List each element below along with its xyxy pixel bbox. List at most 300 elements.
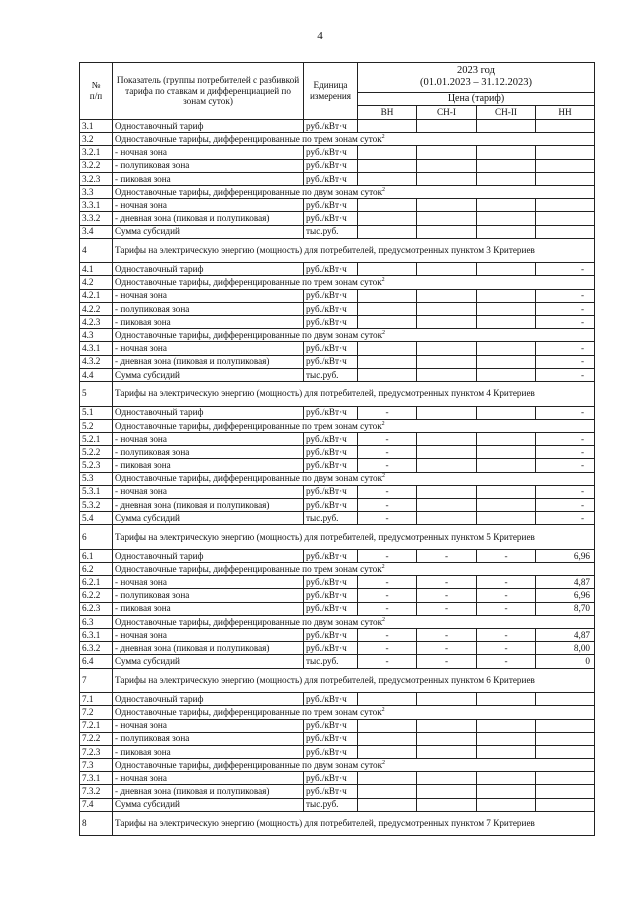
price-sn1: [417, 225, 477, 238]
price-nn: [536, 719, 595, 732]
price-sn2: -: [477, 602, 536, 615]
price-sn2: [477, 432, 536, 445]
row-unit: руб./кВт·ч: [304, 693, 358, 706]
price-sn2: [477, 459, 536, 472]
price-sn1: [417, 289, 477, 302]
row-indicator-text: - ночная зона: [115, 433, 167, 444]
price-sn1: [417, 459, 477, 472]
table-row: [80, 329, 595, 342]
page-number: 4: [317, 30, 323, 42]
price-sn1: [417, 693, 477, 706]
footnote-mark: 2: [381, 563, 385, 570]
price-nn: [536, 732, 595, 745]
price-vn: [358, 693, 417, 706]
price-sn2: [477, 342, 536, 355]
header-level-sn1: СН-I: [417, 106, 477, 120]
table-row: [80, 120, 595, 133]
header-level-vn: ВН: [358, 106, 417, 120]
price-sn1: [417, 732, 477, 745]
row-unit: тыс.руб.: [304, 512, 358, 525]
row-number: 5.3: [80, 472, 113, 485]
row-indicator: [113, 368, 304, 381]
row-indicator-text: - ночная зона: [115, 290, 167, 301]
price-vn: -: [358, 459, 417, 472]
row-indicator: [113, 289, 304, 302]
row-number: 6: [80, 525, 113, 550]
footnote-mark: 2: [381, 707, 385, 714]
row-indicator: [113, 485, 304, 498]
row-unit: руб./кВт·ч: [304, 432, 358, 445]
table-row: [80, 446, 595, 459]
table-row: [80, 289, 595, 302]
row-indicator-text: Тарифы на электрическую энергию (мощность) для потребителей, предусмотренных пунктом 7 Критериев: [115, 818, 535, 829]
price-vn: -: [358, 446, 417, 459]
price-nn: -: [536, 355, 595, 368]
table-row: [80, 432, 595, 445]
row-indicator-text: Одноставочные тарифы, дифференцированные по трем зонам суток: [115, 277, 382, 288]
row-indicator: [113, 549, 304, 562]
row-number: 5.1: [80, 406, 113, 419]
table-row: [80, 316, 595, 329]
tariff-table: [79, 62, 595, 836]
row-number: 7.3: [80, 759, 113, 772]
row-unit: руб./кВт·ч: [304, 289, 358, 302]
table-row: [80, 655, 595, 668]
row-indicator: [113, 655, 304, 668]
row-number: 3.4: [80, 225, 113, 238]
row-indicator-text: - дневная зона (пиковая и полупиковая): [115, 213, 270, 224]
price-nn: [536, 159, 595, 172]
row-number: 5.4: [80, 512, 113, 525]
price-vn: -: [358, 498, 417, 511]
row-number: 7.2.1: [80, 719, 113, 732]
row-unit: руб./кВт·ч: [304, 498, 358, 511]
price-sn1: [417, 120, 477, 133]
table-row: [80, 159, 595, 172]
price-vn: [358, 225, 417, 238]
table-row: [80, 199, 595, 212]
row-unit: тыс.руб.: [304, 368, 358, 381]
table-row: [80, 238, 595, 263]
price-sn2: -: [477, 642, 536, 655]
price-sn1: -: [417, 576, 477, 589]
price-sn1: [417, 199, 477, 212]
price-sn2: [477, 772, 536, 785]
row-indicator-text: Одноставочные тарифы, дифференцированные по двум зонам суток: [115, 186, 383, 197]
row-indicator-text: - дневная зона (пиковая и полупиковая): [115, 642, 270, 653]
row-indicator-text: Одноставочные тарифы, дифференцированные по двум зонам суток: [115, 616, 383, 627]
row-unit: руб./кВт·ч: [304, 172, 358, 185]
price-sn2: [477, 719, 536, 732]
price-vn: [358, 302, 417, 315]
section-heading: [113, 668, 595, 693]
row-indicator: [113, 212, 304, 225]
row-indicator: [113, 199, 304, 212]
table-row: [80, 472, 595, 485]
row-number: 7.2.2: [80, 732, 113, 745]
table-row: [80, 146, 595, 159]
row-unit: руб./кВт·ч: [304, 459, 358, 472]
row-indicator-text: - полупиковая зона: [115, 733, 190, 744]
price-nn: [536, 693, 595, 706]
row-indicator-text: - ночная зона: [115, 486, 167, 497]
row-indicator: [113, 146, 304, 159]
row-number: 3.2: [80, 133, 113, 146]
price-sn1: [417, 355, 477, 368]
price-sn2: [477, 199, 536, 212]
row-indicator-text: Одноставочные тарифы, дифференцированные по трем зонам суток: [115, 707, 382, 718]
row-indicator-text: Одноставочный тариф: [115, 264, 204, 275]
price-nn: [536, 225, 595, 238]
row-indicator: [113, 785, 304, 798]
price-nn: 8,00: [536, 642, 595, 655]
price-sn2: [477, 159, 536, 172]
price-sn2: [477, 446, 536, 459]
row-indicator: [113, 719, 304, 732]
row-number: 4: [80, 238, 113, 263]
row-number: 4.2.2: [80, 302, 113, 315]
footnote-mark: 2: [382, 186, 386, 193]
price-vn: -: [358, 549, 417, 562]
table-row: [80, 172, 595, 185]
price-sn1: [417, 432, 477, 445]
row-indicator-text: - пиковая зона: [115, 173, 171, 184]
table-row: [80, 602, 595, 615]
row-indicator: [113, 498, 304, 511]
row-indicator-text: - полупиковая зона: [115, 303, 190, 314]
row-unit: руб./кВт·ч: [304, 602, 358, 615]
row-unit: руб./кВт·ч: [304, 199, 358, 212]
row-indicator-text: Тарифы на электрическую энергию (мощность) для потребителей, предусмотренных пунктом 3 Критериев: [115, 245, 535, 256]
row-indicator-text: - дневная зона (пиковая и полупиковая): [115, 786, 270, 797]
row-indicator-text: Одноставочный тариф: [115, 693, 204, 704]
row-unit: руб./кВт·ч: [304, 146, 358, 159]
price-nn: -: [536, 302, 595, 315]
row-indicator: [113, 159, 304, 172]
price-sn2: [477, 785, 536, 798]
footnote-mark: 2: [382, 473, 386, 480]
row-indicator: [113, 745, 304, 758]
row-indicator-text: Одноставочные тарифы, дифференцированные по двум зонам суток: [115, 473, 383, 484]
price-nn: [536, 212, 595, 225]
row-number: 6.4: [80, 655, 113, 668]
price-vn: -: [358, 432, 417, 445]
price-sn2: [477, 225, 536, 238]
price-vn: [358, 355, 417, 368]
row-indicator-text: Одноставочные тарифы, дифференцированные по трем зонам суток: [115, 420, 382, 431]
row-number: 3.3.2: [80, 212, 113, 225]
row-indicator: [113, 406, 304, 419]
row-indicator-text: - ночная зона: [115, 577, 167, 588]
table-row: [80, 759, 595, 772]
table-row: [80, 719, 595, 732]
row-number: 3.2.3: [80, 172, 113, 185]
row-unit: руб./кВт·ч: [304, 732, 358, 745]
row-number: 6.3: [80, 615, 113, 628]
price-sn1: [417, 212, 477, 225]
row-indicator: [113, 225, 304, 238]
price-vn: [358, 798, 417, 811]
price-vn: [358, 172, 417, 185]
price-sn1: [417, 798, 477, 811]
row-unit: руб./кВт·ч: [304, 212, 358, 225]
row-unit: руб./кВт·ч: [304, 159, 358, 172]
price-vn: [358, 342, 417, 355]
price-sn1: -: [417, 589, 477, 602]
price-nn: [536, 146, 595, 159]
row-number: 6.2.1: [80, 576, 113, 589]
price-sn2: [477, 120, 536, 133]
price-sn1: -: [417, 655, 477, 668]
price-sn1: -: [417, 549, 477, 562]
price-sn2: [477, 512, 536, 525]
price-vn: [358, 745, 417, 758]
table-row: [80, 732, 595, 745]
price-sn2: [477, 302, 536, 315]
price-sn1: [417, 719, 477, 732]
price-sn1: [417, 159, 477, 172]
price-nn: 0: [536, 655, 595, 668]
price-nn: -: [536, 263, 595, 276]
price-nn: [536, 785, 595, 798]
footnote-mark: 2: [382, 329, 386, 336]
row-unit: руб./кВт·ч: [304, 589, 358, 602]
section-heading: [113, 472, 595, 485]
price-nn: [536, 199, 595, 212]
table-body: [80, 120, 595, 836]
row-number: 3.2.2: [80, 159, 113, 172]
price-nn: [536, 745, 595, 758]
table-row: [80, 485, 595, 498]
price-sn2: [477, 745, 536, 758]
price-nn: [536, 772, 595, 785]
header-level-sn2: СН-II: [477, 106, 536, 120]
row-number: 6.3.2: [80, 642, 113, 655]
price-sn1: [417, 772, 477, 785]
price-sn1: [417, 302, 477, 315]
price-sn2: [477, 406, 536, 419]
table-row: [80, 133, 595, 146]
price-sn2: [477, 316, 536, 329]
row-indicator: [113, 798, 304, 811]
section-heading: [113, 381, 595, 406]
row-number: 6.2: [80, 563, 113, 576]
row-unit: руб./кВт·ч: [304, 316, 358, 329]
price-vn: -: [358, 628, 417, 641]
table-row: [80, 263, 595, 276]
price-nn: 6,96: [536, 589, 595, 602]
row-number: 3.3: [80, 185, 113, 198]
row-unit: руб./кВт·ч: [304, 628, 358, 641]
price-vn: [358, 263, 417, 276]
row-number: 3.3.1: [80, 199, 113, 212]
price-vn: [358, 289, 417, 302]
row-indicator-text: Одноставочный тариф: [115, 407, 204, 418]
header-unit: Единица измерения: [304, 63, 358, 120]
header-period-year: 2023 год: [457, 65, 495, 77]
row-indicator: [113, 772, 304, 785]
price-nn: -: [536, 432, 595, 445]
row-indicator: [113, 732, 304, 745]
table-row: [80, 342, 595, 355]
price-sn2: [477, 355, 536, 368]
table-row: [80, 589, 595, 602]
row-unit: руб./кВт·ч: [304, 745, 358, 758]
row-unit: руб./кВт·ч: [304, 342, 358, 355]
section-heading: [113, 759, 595, 772]
table-row: [80, 368, 595, 381]
price-sn1: [417, 498, 477, 511]
row-indicator: [113, 120, 304, 133]
price-sn2: [477, 693, 536, 706]
price-vn: -: [358, 602, 417, 615]
row-indicator-text: Сумма субсидий: [115, 799, 180, 810]
table-row: [80, 798, 595, 811]
table-row: [80, 693, 595, 706]
row-number: 7.3.2: [80, 785, 113, 798]
row-unit: руб./кВт·ч: [304, 576, 358, 589]
row-indicator: [113, 512, 304, 525]
price-vn: [358, 120, 417, 133]
row-indicator-text: - пиковая зона: [115, 460, 171, 471]
section-heading: [113, 133, 595, 146]
header-num: № п/п: [80, 63, 113, 120]
table-row: [80, 772, 595, 785]
price-vn: -: [358, 589, 417, 602]
header-period-range: (01.01.2023 – 31.12.2023): [420, 77, 532, 89]
row-indicator-text: Сумма субсидий: [115, 512, 180, 523]
table-row: [80, 549, 595, 562]
table-row: [80, 276, 595, 289]
price-sn2: [477, 212, 536, 225]
price-nn: -: [536, 406, 595, 419]
table-row: [80, 745, 595, 758]
price-sn2: [477, 498, 536, 511]
price-nn: -: [536, 289, 595, 302]
row-indicator: [113, 446, 304, 459]
table-row: [80, 355, 595, 368]
price-vn: [358, 719, 417, 732]
table-row: [80, 706, 595, 719]
price-sn1: -: [417, 628, 477, 641]
row-unit: руб./кВт·ч: [304, 263, 358, 276]
table-row: [80, 185, 595, 198]
price-sn1: -: [417, 602, 477, 615]
row-indicator-text: - пиковая зона: [115, 603, 171, 614]
price-nn: 4,87: [536, 576, 595, 589]
price-vn: [358, 159, 417, 172]
row-indicator-text: Тарифы на электрическую энергию (мощность) для потребителей, предусмотренных пунктом 5 Критериев: [115, 531, 535, 542]
table-row: [80, 459, 595, 472]
price-vn: [358, 316, 417, 329]
price-nn: [536, 120, 595, 133]
price-sn1: [417, 316, 477, 329]
row-indicator-text: Одноставочные тарифы, дифференцированные по двум зонам суток: [115, 759, 383, 770]
footnote-mark: 2: [382, 616, 386, 623]
row-indicator-text: Сумма субсидий: [115, 656, 180, 667]
table-row: [80, 615, 595, 628]
row-indicator-text: Тарифы на электрическую энергию (мощность) для потребителей, предусмотренных пунктом 4 Критериев: [115, 388, 535, 399]
price-sn2: -: [477, 628, 536, 641]
section-heading: [113, 185, 595, 198]
row-indicator: [113, 302, 304, 315]
table-row: [80, 381, 595, 406]
row-unit: тыс.руб.: [304, 225, 358, 238]
section-heading: [113, 615, 595, 628]
row-indicator-text: - полупиковая зона: [115, 160, 190, 171]
price-sn1: [417, 485, 477, 498]
row-unit: руб./кВт·ч: [304, 446, 358, 459]
table-row: [80, 642, 595, 655]
row-number: 4.3.1: [80, 342, 113, 355]
price-sn2: [477, 485, 536, 498]
row-unit: руб./кВт·ч: [304, 406, 358, 419]
price-nn: -: [536, 459, 595, 472]
header-price-label: Цена (тариф): [358, 92, 595, 106]
price-sn1: [417, 368, 477, 381]
table-row: [80, 785, 595, 798]
price-sn1: -: [417, 642, 477, 655]
price-vn: [358, 212, 417, 225]
table-row: [80, 225, 595, 238]
price-vn: [358, 368, 417, 381]
price-vn: -: [358, 406, 417, 419]
row-number: 5.2.3: [80, 459, 113, 472]
price-sn2: -: [477, 655, 536, 668]
price-sn1: [417, 512, 477, 525]
row-indicator: [113, 172, 304, 185]
table-row: [80, 563, 595, 576]
price-nn: [536, 798, 595, 811]
section-heading: [113, 238, 595, 263]
row-number: 7.2.3: [80, 745, 113, 758]
row-number: 5.3.2: [80, 498, 113, 511]
row-indicator-text: - полупиковая зона: [115, 590, 190, 601]
row-indicator-text: - ночная зона: [115, 773, 167, 784]
header-period: [358, 63, 595, 93]
row-number: 5.2.1: [80, 432, 113, 445]
table-row: [80, 525, 595, 550]
header-level-nn: НН: [536, 106, 595, 120]
section-heading: [113, 706, 595, 719]
price-sn1: [417, 172, 477, 185]
price-nn: -: [536, 342, 595, 355]
row-indicator-text: Сумма субсидий: [115, 226, 180, 237]
section-heading: [113, 276, 595, 289]
row-indicator-text: - ночная зона: [115, 720, 167, 731]
table-row: [80, 811, 595, 836]
price-vn: -: [358, 642, 417, 655]
row-indicator-text: - ночная зона: [115, 147, 167, 158]
row-indicator: [113, 355, 304, 368]
section-heading: [113, 329, 595, 342]
table-row: [80, 498, 595, 511]
row-indicator-text: Сумма субсидий: [115, 369, 180, 380]
price-vn: -: [358, 485, 417, 498]
row-unit: руб./кВт·ч: [304, 120, 358, 133]
row-number: 4.2: [80, 276, 113, 289]
row-indicator-text: Одноставочный тариф: [115, 120, 204, 131]
price-nn: -: [536, 446, 595, 459]
row-unit: руб./кВт·ч: [304, 785, 358, 798]
row-number: 7.4: [80, 798, 113, 811]
price-sn2: [477, 263, 536, 276]
row-number: 4.4: [80, 368, 113, 381]
price-sn1: [417, 785, 477, 798]
table-row: [80, 668, 595, 693]
row-number: 8: [80, 811, 113, 836]
section-heading: [113, 419, 595, 432]
